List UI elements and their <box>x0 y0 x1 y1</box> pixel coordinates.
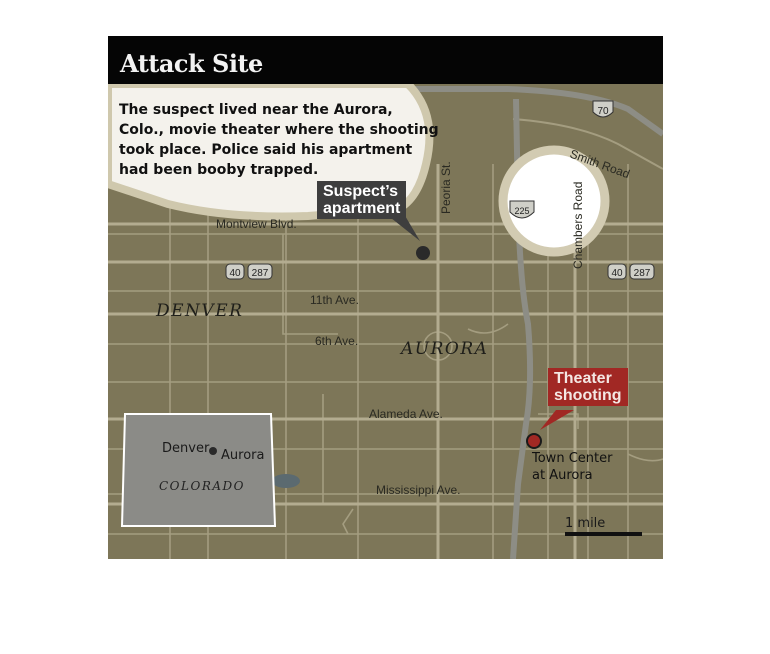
lake <box>272 474 300 488</box>
map-title: Attack Site <box>120 49 263 78</box>
theater-callout: Theater shooting <box>548 368 628 406</box>
us40-shield-right-icon <box>608 264 626 279</box>
city-label-aurora: AURORA <box>401 339 489 359</box>
i70-shield-icon <box>593 101 613 117</box>
street-label-6th: 6th Ave. <box>315 334 359 348</box>
intro-text: The suspect lived near the Aurora, Colo., movie theater where the shooting took place. Police said his apartment had been booby trapped. <box>119 102 439 178</box>
street-label-11th: 11th Ave. <box>310 293 359 307</box>
street-label-mississippi: Mississippi Ave. <box>376 483 461 497</box>
street-label-chambers: Chambers Road <box>571 181 585 269</box>
inset-label-aurora: Aurora <box>221 448 265 463</box>
street-label-peoria: Peoria St. <box>439 161 453 214</box>
street-label-montview: Montview Blvd. <box>216 217 297 231</box>
street-label-smith: Smith Road <box>567 146 632 182</box>
svg-text:40: 40 <box>611 268 623 279</box>
svg-text:287: 287 <box>251 268 269 279</box>
scale-bar <box>565 532 642 536</box>
inset-label-colorado: COLORADO <box>159 479 245 493</box>
city-label-denver: DENVER <box>156 301 244 321</box>
colorado-inset <box>122 414 275 526</box>
theater-marker <box>527 434 541 448</box>
us287-shield-right-icon <box>630 264 654 279</box>
scale-label: 1 mile <box>565 516 606 531</box>
us40-shield-left-icon <box>226 264 244 279</box>
svg-text:40: 40 <box>229 268 241 279</box>
apartment-callout: Suspect’s apartment <box>317 181 406 219</box>
svg-text:225: 225 <box>514 206 530 216</box>
map-graphic <box>108 36 663 559</box>
aurora-inset-dot <box>209 447 217 455</box>
inset-label-denver: Denver <box>162 441 210 456</box>
apartment-marker <box>416 246 430 260</box>
title-bar <box>108 36 663 84</box>
i225-shield-icon <box>510 201 534 218</box>
us287-shield-left-icon <box>248 264 272 279</box>
street-label-alameda: Alameda Ave. <box>369 407 443 421</box>
svg-text:70: 70 <box>597 106 609 117</box>
svg-text:287: 287 <box>633 268 651 279</box>
theater-location-label: Town Center at Aurora <box>532 451 613 483</box>
